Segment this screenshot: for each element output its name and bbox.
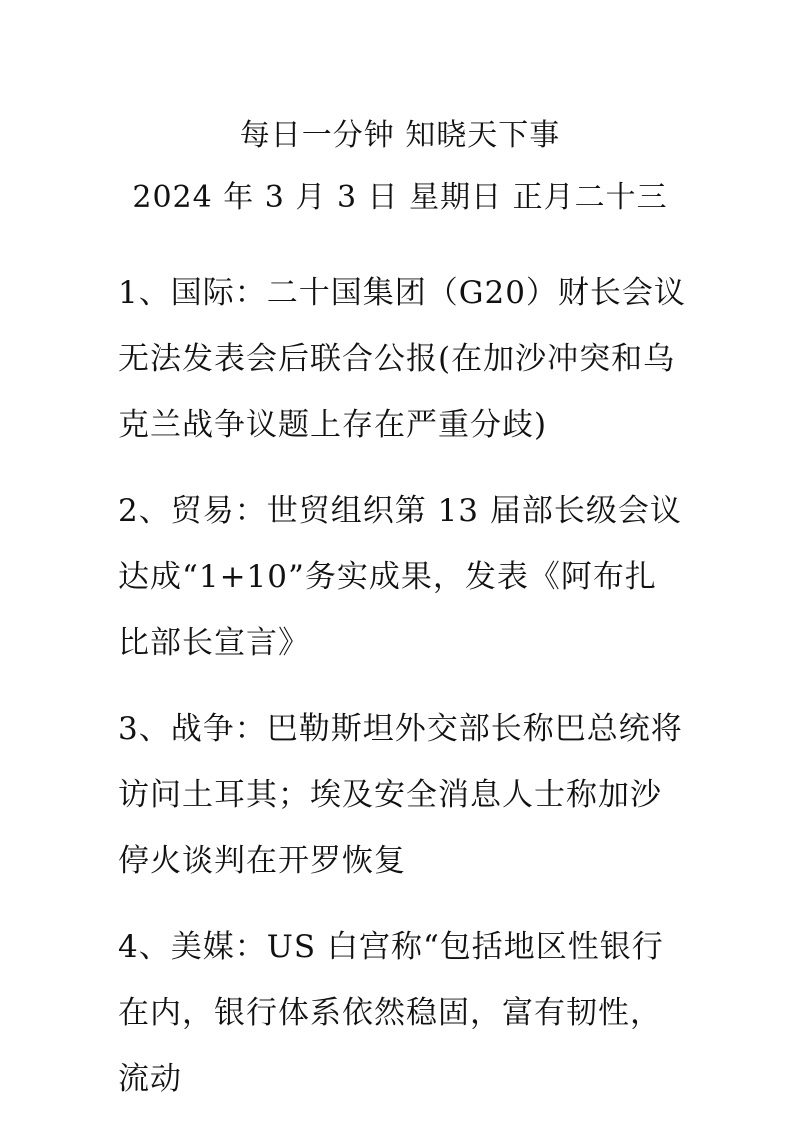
document-title: 每日一分钟 知晓天下事 xyxy=(239,118,561,153)
news-item-trade: 2、贸易：世贸组织第 13 届部长级会议达成“1+10”务实成果，发表《阿布扎比部长宣言》 xyxy=(118,493,682,661)
date-line: 2024 年 3 月 3 日 星期日 正月二十三 xyxy=(132,180,668,215)
news-item-war: 3、战争：巴勒斯坦外交部长称巴总统将访问土耳其；埃及安全消息人士称加沙停火谈判在开罗恢复 xyxy=(118,711,683,879)
news-item-us-media: 4、美媒：US 白宫称“包括地区性银行在内，银行体系依然稳固，富有韧性，流动 xyxy=(118,929,664,1097)
news-item-international: 1、国际：二十国集团（G20）财长会议无法发表会后联合公报(在加沙冲突和乌克兰战争议题上存在严重分歧) xyxy=(118,275,686,443)
